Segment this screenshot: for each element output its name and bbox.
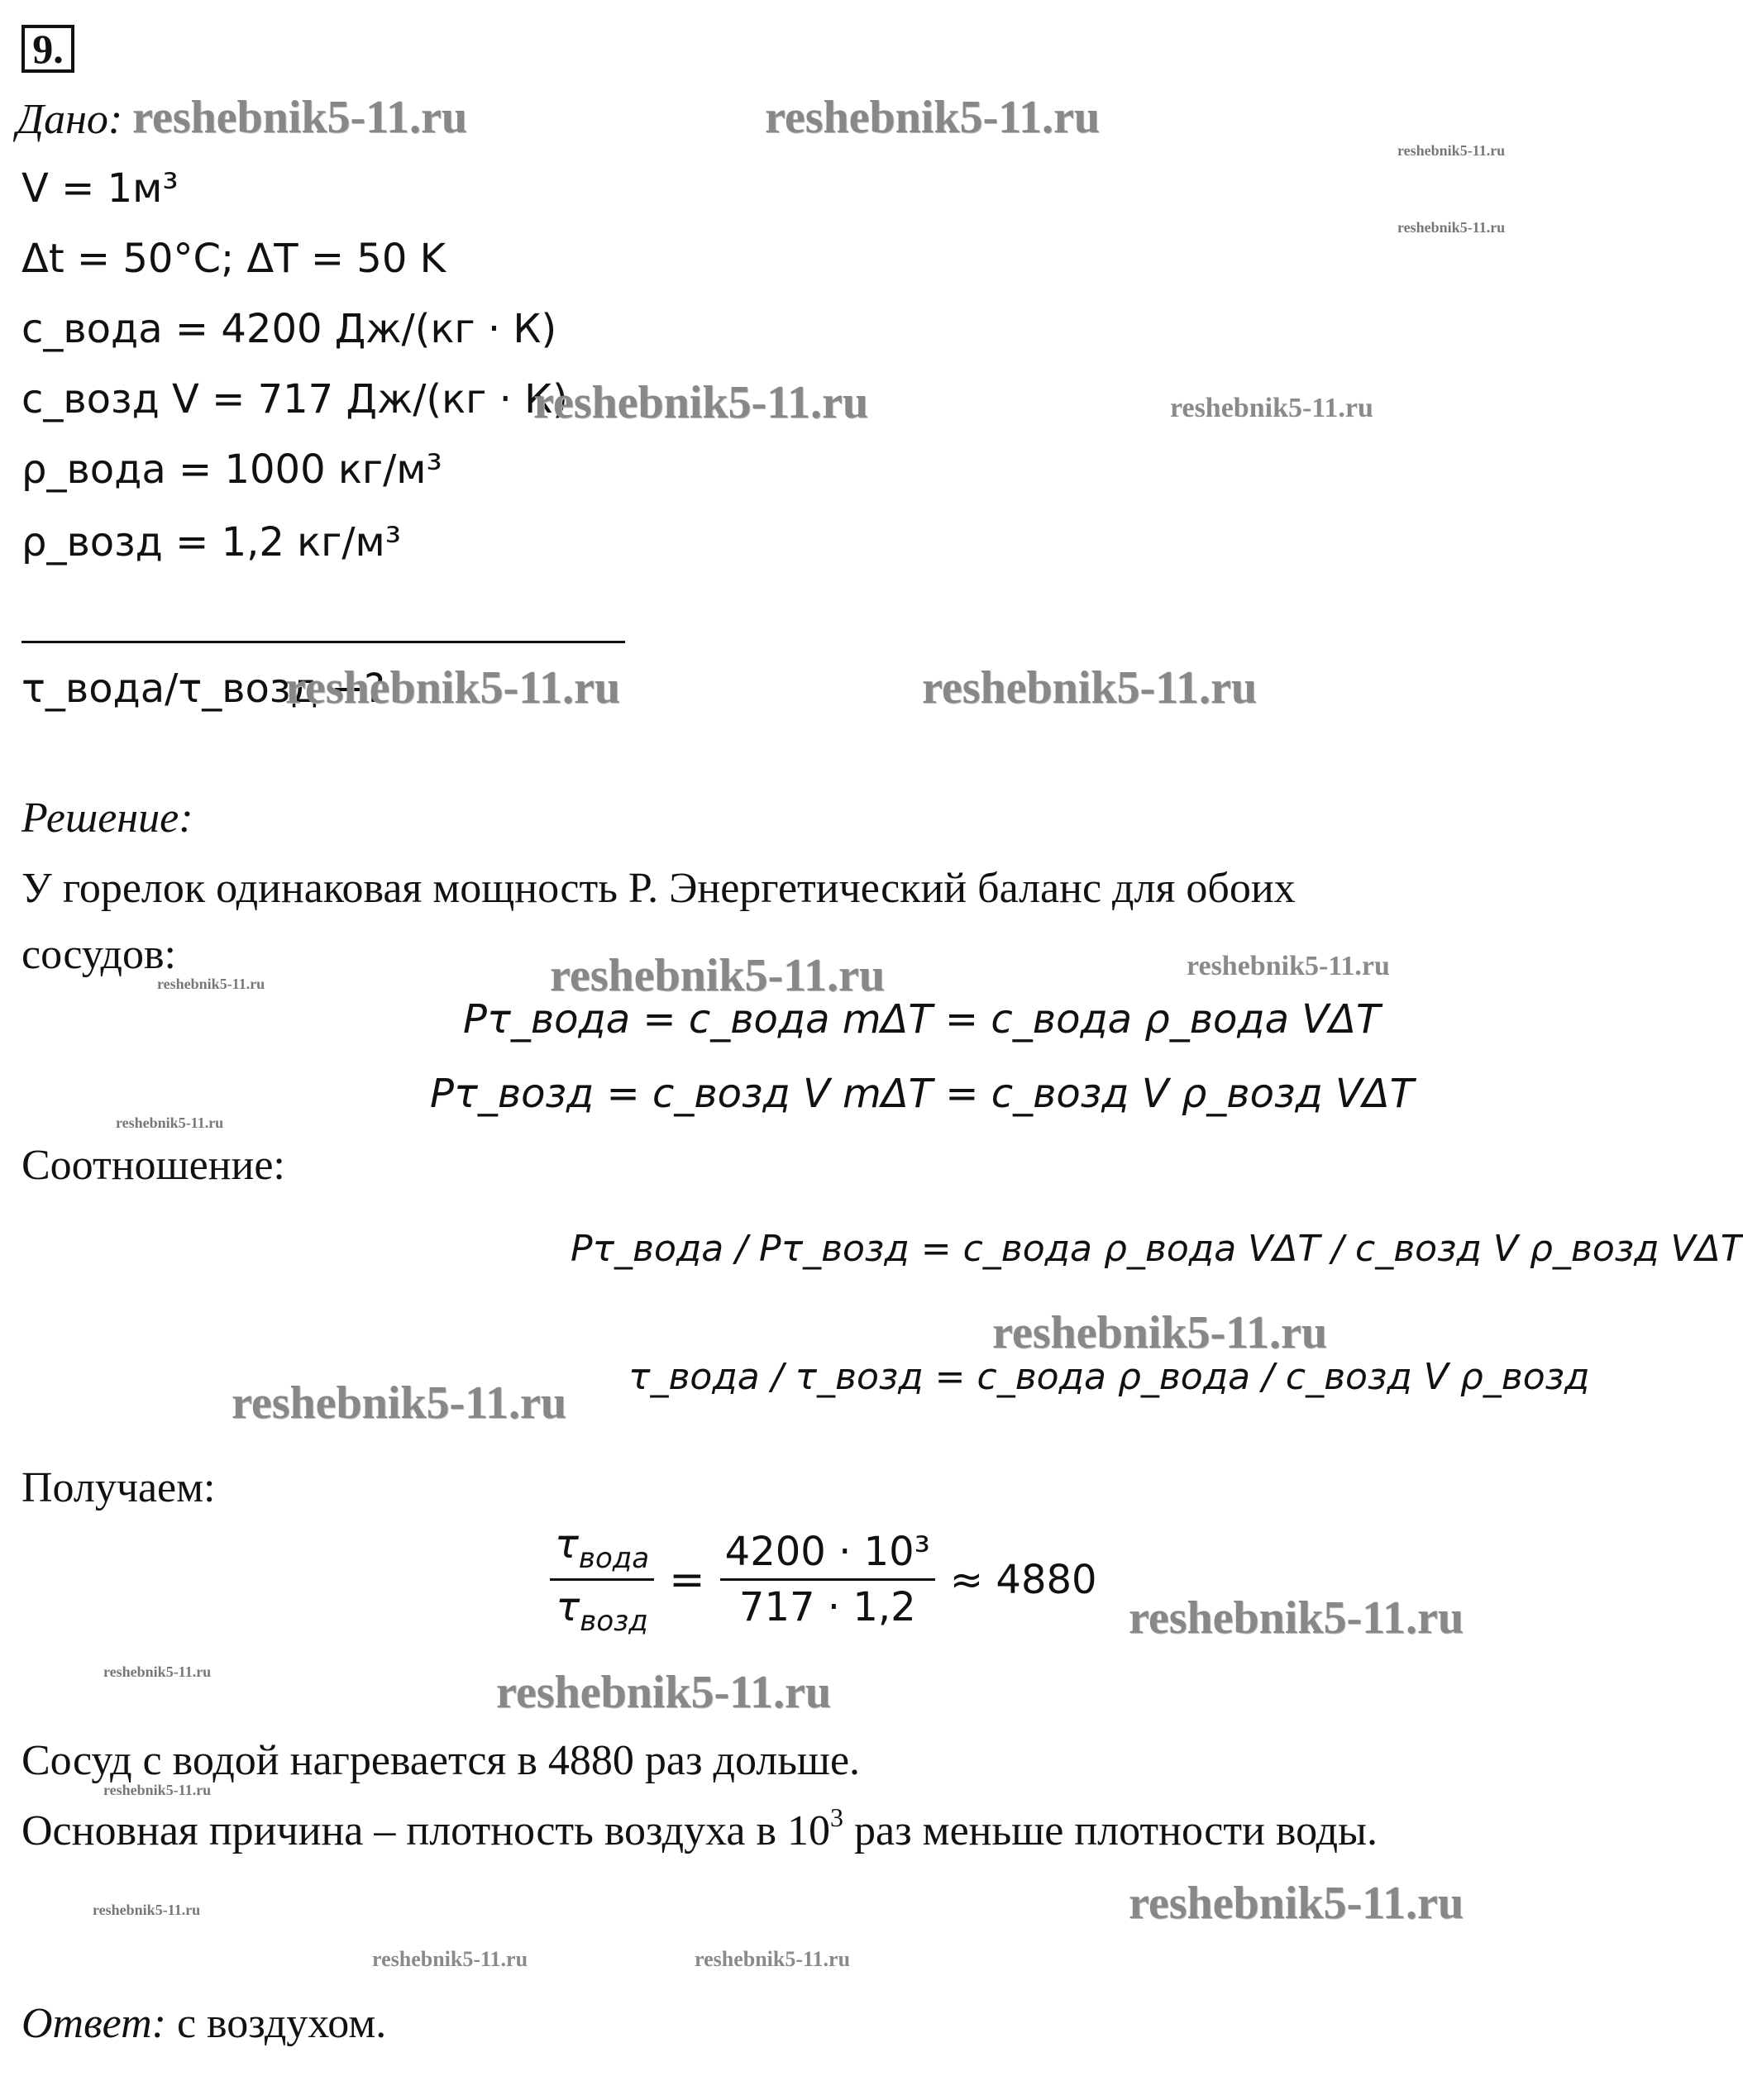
watermark: reshebnik5-11.ru bbox=[116, 1114, 224, 1131]
result-equation bbox=[550, 1521, 1097, 1638]
result-denominator: 717 · 1,2 bbox=[738, 1584, 916, 1630]
watermark: reshebnik5-11.ru bbox=[132, 92, 468, 143]
given-c-water: c_вода = 4200 Дж/(кг · К) bbox=[21, 306, 557, 352]
watermark: reshebnik5-11.ru bbox=[103, 1663, 212, 1680]
tau-ratio-fraction bbox=[550, 1521, 654, 1638]
watermark: reshebnik5-11.ru bbox=[922, 662, 1258, 714]
watermark: reshebnik5-11.ru bbox=[232, 1377, 567, 1429]
result-numerator: 4200 · 10³ bbox=[720, 1529, 935, 1581]
given-divider bbox=[21, 641, 625, 643]
given-label: Дано: bbox=[17, 96, 123, 143]
watermark: reshebnik5-11.ru bbox=[1187, 951, 1390, 981]
ratio-label: Соотношение: bbox=[21, 1142, 285, 1189]
conclusion-line2: Основная причина – плотность воздуха в $10^3$ раз меньше плотности воды. bbox=[21, 1802, 1378, 1854]
watermark: reshebnik5-11.ru bbox=[103, 1782, 212, 1798]
watermark: reshebnik5-11.ru bbox=[372, 1947, 528, 1971]
answer-line: Ответ: с воздухом. bbox=[21, 2000, 387, 2047]
given-rho-water: ρ_вода = 1000 кг/м³ bbox=[21, 446, 442, 493]
balance-equation-water: Pτ_вода = c_вода mΔT = c_вода ρ_вода VΔT bbox=[463, 996, 1381, 1043]
watermark: reshebnik5-11.ru bbox=[550, 950, 886, 1001]
ratio-equation-simplified: τ_вода / τ_возд = c_вода ρ_вода / c_возд V ρ_возд bbox=[628, 1356, 1590, 1398]
given-temperature: Δt = 50°C; ΔT = 50 K bbox=[21, 236, 446, 282]
numeric-fraction bbox=[720, 1529, 935, 1630]
problem-number: 9. bbox=[21, 25, 74, 73]
given-rho-air: ρ_возд = 1,2 кг/м³ bbox=[21, 519, 401, 566]
watermark: reshebnik5-11.ru bbox=[157, 976, 265, 992]
solution-intro-line2: сосудов: bbox=[21, 931, 176, 978]
watermark: reshebnik5-11.ru bbox=[1397, 142, 1506, 159]
watermark: reshebnik5-11.ru bbox=[1129, 1878, 1464, 1929]
find-line: τ_вода/τ_возд −? bbox=[21, 666, 385, 712]
ratio-equation-full: Pτ_вода / Pτ_возд = c_вода ρ_вода VΔT / c_возд V ρ_возд VΔT bbox=[571, 1228, 1743, 1270]
equals-sign: = bbox=[669, 1554, 705, 1605]
tau-water: $\tau_{вода}$ bbox=[550, 1521, 654, 1581]
conclusion-line1: Сосуд с водой нагревается в 4880 раз дольше. bbox=[21, 1737, 861, 1784]
result-label: Получаем: bbox=[21, 1464, 216, 1511]
solution-intro-line1: У горелок одинаковая мощность P. Энергетический баланс для обоих bbox=[21, 865, 1296, 912]
watermark: reshebnik5-11.ru bbox=[765, 92, 1101, 143]
solution-label: Решение: bbox=[21, 795, 193, 842]
watermark: reshebnik5-11.ru bbox=[496, 1667, 832, 1718]
result-value: ≈ 4880 bbox=[949, 1556, 1097, 1603]
watermark: reshebnik5-11.ru bbox=[1129, 1592, 1464, 1644]
watermark: reshebnik5-11.ru bbox=[992, 1307, 1328, 1358]
watermark: reshebnik5-11.ru bbox=[533, 377, 869, 428]
tau-air: $\tau_{возд}$ bbox=[556, 1584, 648, 1638]
watermark: reshebnik5-11.ru bbox=[695, 1947, 851, 1971]
given-c-air: c_возд V = 717 Дж/(кг · К) bbox=[21, 376, 568, 422]
watermark: reshebnik5-11.ru bbox=[93, 1902, 201, 1918]
balance-equation-air: Pτ_возд = c_возд V mΔT = c_возд V ρ_возд VΔT bbox=[430, 1071, 1414, 1117]
watermark: reshebnik5-11.ru bbox=[1170, 393, 1373, 423]
given-volume: V = 1м³ bbox=[21, 165, 179, 212]
watermark: reshebnik5-11.ru bbox=[1397, 219, 1506, 236]
watermark: reshebnik5-11.ru bbox=[285, 662, 621, 714]
